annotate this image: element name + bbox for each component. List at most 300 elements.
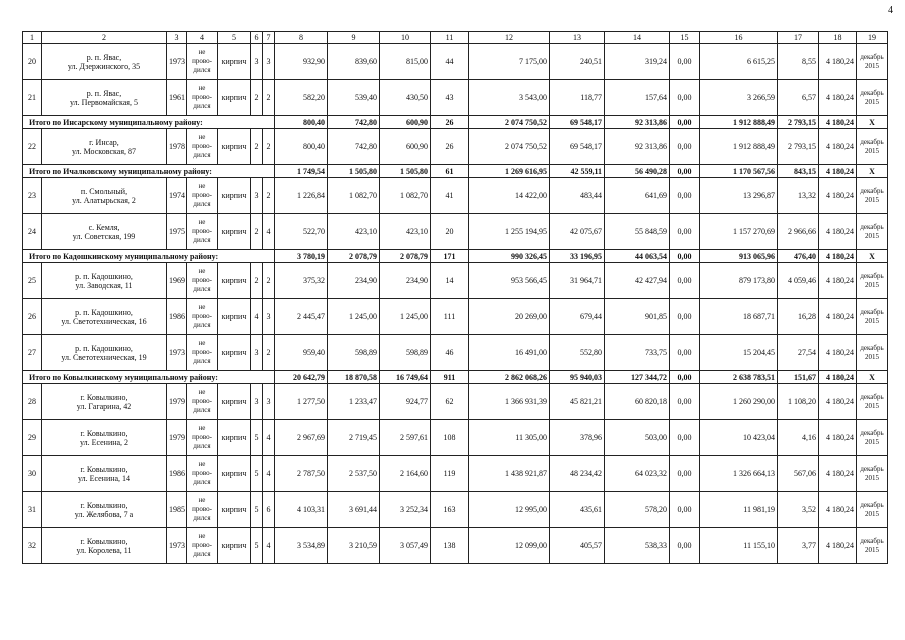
data-cell: 15 204,45	[700, 335, 778, 371]
data-cell: 4,16	[778, 420, 819, 456]
data-cell: 2 537,50	[328, 456, 380, 492]
data-cell: 4 180,24	[819, 420, 857, 456]
data-cell: 2	[251, 214, 263, 250]
total-cell: 171	[431, 250, 469, 263]
page-number: 4	[888, 5, 893, 16]
data-cell: 26	[23, 299, 42, 335]
data-cell: 1975	[167, 214, 187, 250]
data-cell: 0,00	[670, 492, 700, 528]
data-cell: 600,90	[380, 129, 431, 165]
data-cell: 4	[263, 420, 275, 456]
data-cell: 12 099,00	[469, 528, 550, 564]
column-number-cell: 4	[187, 32, 218, 44]
data-cell: 1961	[167, 80, 187, 116]
column-number-cell: 6	[251, 32, 263, 44]
data-cell: 111	[431, 299, 469, 335]
total-cell: 0,00	[670, 165, 700, 178]
data-cell: 13,32	[778, 178, 819, 214]
data-cell: 4 180,24	[819, 456, 857, 492]
data-cell: 3	[251, 178, 263, 214]
district-total-label: Итого по Кадошкинскому муниципальному району:	[23, 250, 275, 263]
data-cell: 2	[263, 178, 275, 214]
data-cell: 16,28	[778, 299, 819, 335]
data-cell: 2	[263, 335, 275, 371]
address-cell: р. п. Явас, ул. Первомайская, 5	[42, 80, 167, 116]
total-cell: Х	[857, 116, 888, 129]
data-cell: не прово-дился	[187, 299, 218, 335]
data-cell: 1 260 290,00	[700, 384, 778, 420]
data-cell: 2 074 750,52	[469, 129, 550, 165]
data-cell: 6,57	[778, 80, 819, 116]
data-cell: декабрь 2015	[857, 178, 888, 214]
data-cell: 0,00	[670, 420, 700, 456]
column-number-cell: 5	[218, 32, 251, 44]
total-cell: 4 180,24	[819, 371, 857, 384]
total-cell: 1 170 567,56	[700, 165, 778, 178]
data-cell: 16 491,00	[469, 335, 550, 371]
data-cell: декабрь 2015	[857, 384, 888, 420]
data-cell: 41	[431, 178, 469, 214]
data-cell: 0,00	[670, 335, 700, 371]
total-cell: 69 548,17	[550, 116, 605, 129]
data-cell: 0,00	[670, 528, 700, 564]
data-cell: 2 719,45	[328, 420, 380, 456]
data-cell: 234,90	[328, 263, 380, 299]
column-number-cell: 17	[778, 32, 819, 44]
data-cell: 45 821,21	[550, 384, 605, 420]
data-cell: 2	[263, 263, 275, 299]
data-cell: 163	[431, 492, 469, 528]
data-cell: 598,89	[380, 335, 431, 371]
total-cell: Х	[857, 250, 888, 263]
table-row	[23, 129, 888, 165]
total-cell: 1 749,54	[275, 165, 328, 178]
column-number-cell: 9	[328, 32, 380, 44]
total-cell: 742,80	[328, 116, 380, 129]
data-cell: 55 848,59	[605, 214, 670, 250]
data-cell: 1986	[167, 299, 187, 335]
data-cell: 2	[251, 80, 263, 116]
data-cell: 8,55	[778, 44, 819, 80]
column-number-cell: 10	[380, 32, 431, 44]
data-cell: не прово-дился	[187, 129, 218, 165]
data-cell: 0,00	[670, 456, 700, 492]
data-cell: 4 103,31	[275, 492, 328, 528]
total-cell: 911	[431, 371, 469, 384]
data-cell: 4 180,24	[819, 384, 857, 420]
district-total-row	[23, 250, 888, 263]
total-cell: 2 638 783,51	[700, 371, 778, 384]
data-cell: не прово-дился	[187, 178, 218, 214]
data-cell: кирпич	[218, 335, 251, 371]
data-cell: не прово-дился	[187, 263, 218, 299]
data-cell: декабрь 2015	[857, 44, 888, 80]
total-cell: 61	[431, 165, 469, 178]
data-cell: 2	[251, 263, 263, 299]
address-cell: г. Ковылкино, ул. Королева, 11	[42, 528, 167, 564]
data-cell: 4 180,24	[819, 335, 857, 371]
data-cell: 2 787,50	[275, 456, 328, 492]
data-cell: кирпич	[218, 299, 251, 335]
data-cell: 3 057,49	[380, 528, 431, 564]
address-cell: г. Инсар, ул. Московская, 87	[42, 129, 167, 165]
data-cell: 1 157 270,69	[700, 214, 778, 250]
data-cell: 4 180,24	[819, 129, 857, 165]
table-row	[23, 214, 888, 250]
district-total-row	[23, 165, 888, 178]
table-row	[23, 456, 888, 492]
data-cell: 92 313,86	[605, 129, 670, 165]
data-cell: 953 566,45	[469, 263, 550, 299]
data-cell: 3 543,00	[469, 80, 550, 116]
data-cell: 4 180,24	[819, 492, 857, 528]
total-cell: 44 063,54	[605, 250, 670, 263]
column-number-cell: 14	[605, 32, 670, 44]
column-number-cell: 13	[550, 32, 605, 44]
total-cell: 26	[431, 116, 469, 129]
table-row	[23, 528, 888, 564]
data-cell: 3	[263, 384, 275, 420]
total-cell: 4 180,24	[819, 116, 857, 129]
data-cell: кирпич	[218, 456, 251, 492]
data-cell: 1 255 194,95	[469, 214, 550, 250]
data-cell: кирпич	[218, 528, 251, 564]
data-cell: декабрь 2015	[857, 80, 888, 116]
data-cell: 10 423,04	[700, 420, 778, 456]
data-cell: 24	[23, 214, 42, 250]
data-cell: 0,00	[670, 44, 700, 80]
data-cell: 2 597,61	[380, 420, 431, 456]
data-cell: 1 245,00	[380, 299, 431, 335]
total-cell: 2 078,79	[328, 250, 380, 263]
data-cell: 118,77	[550, 80, 605, 116]
data-cell: 27	[23, 335, 42, 371]
data-cell: 44	[431, 44, 469, 80]
total-cell: Х	[857, 165, 888, 178]
data-cell: кирпич	[218, 129, 251, 165]
total-cell: 56 490,28	[605, 165, 670, 178]
total-cell: 0,00	[670, 116, 700, 129]
data-cell: 11 981,19	[700, 492, 778, 528]
data-cell: 4 180,24	[819, 80, 857, 116]
data-cell: 800,40	[275, 129, 328, 165]
total-cell: 1 269 616,95	[469, 165, 550, 178]
total-cell: 913 065,96	[700, 250, 778, 263]
data-cell: 7 175,00	[469, 44, 550, 80]
data-cell: 14 422,00	[469, 178, 550, 214]
data-cell: 2	[251, 129, 263, 165]
data-cell: не прово-дился	[187, 492, 218, 528]
data-cell: декабрь 2015	[857, 528, 888, 564]
district-total-label: Итого по Ичалковскому муниципальному району:	[23, 165, 275, 178]
district-total-row	[23, 116, 888, 129]
address-cell: г. Ковылкино, ул. Есенина, 2	[42, 420, 167, 456]
total-cell: 2 793,15	[778, 116, 819, 129]
data-cell: 483,44	[550, 178, 605, 214]
data-cell: 11 305,00	[469, 420, 550, 456]
data-cell: 598,89	[328, 335, 380, 371]
data-cell: 138	[431, 528, 469, 564]
data-cell: 815,00	[380, 44, 431, 80]
data-cell: 11 155,10	[700, 528, 778, 564]
data-cell: декабрь 2015	[857, 492, 888, 528]
data-cell: не прово-дился	[187, 420, 218, 456]
data-cell: 4 180,24	[819, 44, 857, 80]
total-cell: 2 074 750,52	[469, 116, 550, 129]
data-cell: 3,77	[778, 528, 819, 564]
data-cell: 46	[431, 335, 469, 371]
data-cell: 5	[251, 492, 263, 528]
data-cell: 2 793,15	[778, 129, 819, 165]
total-cell: 843,15	[778, 165, 819, 178]
total-cell: 92 313,86	[605, 116, 670, 129]
data-cell: 1 245,00	[328, 299, 380, 335]
column-number-cell: 16	[700, 32, 778, 44]
column-number-cell: 8	[275, 32, 328, 44]
data-cell: 522,70	[275, 214, 328, 250]
data-cell: 32	[23, 528, 42, 564]
data-cell: 839,60	[328, 44, 380, 80]
total-cell: 20 642,79	[275, 371, 328, 384]
data-cell: 0,00	[670, 384, 700, 420]
table-row	[23, 80, 888, 116]
data-cell: 901,85	[605, 299, 670, 335]
data-cell: 1974	[167, 178, 187, 214]
data-cell: 1 233,47	[328, 384, 380, 420]
data-cell: 0,00	[670, 263, 700, 299]
data-cell: 4	[263, 456, 275, 492]
total-cell: 476,40	[778, 250, 819, 263]
data-cell: 423,10	[328, 214, 380, 250]
data-cell: 64 023,32	[605, 456, 670, 492]
district-total-label: Итого по Ковылкинскому муниципальному району:	[23, 371, 275, 384]
data-cell: 157,64	[605, 80, 670, 116]
data-cell: 582,20	[275, 80, 328, 116]
address-cell: г. Ковылкино, ул. Есенина, 14	[42, 456, 167, 492]
data-cell: 1 082,70	[380, 178, 431, 214]
column-number-cell: 15	[670, 32, 700, 44]
total-cell: 127 344,72	[605, 371, 670, 384]
data-cell: 42 075,67	[550, 214, 605, 250]
data-cell: 1 226,84	[275, 178, 328, 214]
data-cell: декабрь 2015	[857, 335, 888, 371]
data-cell: 375,32	[275, 263, 328, 299]
data-cell: 924,77	[380, 384, 431, 420]
table-body	[23, 32, 888, 564]
total-cell: 151,67	[778, 371, 819, 384]
data-cell: кирпич	[218, 384, 251, 420]
data-cell: 3 252,34	[380, 492, 431, 528]
data-cell: 1979	[167, 420, 187, 456]
table-row	[23, 263, 888, 299]
address-cell: р. п. Кадошкино, ул. Светотехническая, 16	[42, 299, 167, 335]
data-cell: 1 438 921,87	[469, 456, 550, 492]
address-cell: п. Смольный, ул. Алатырьская, 2	[42, 178, 167, 214]
data-cell: 4 180,24	[819, 299, 857, 335]
data-cell: не прово-дился	[187, 44, 218, 80]
data-cell: 879 173,80	[700, 263, 778, 299]
address-cell: с. Кемля, ул. Советская, 199	[42, 214, 167, 250]
data-cell: 30	[23, 456, 42, 492]
total-cell: 33 196,95	[550, 250, 605, 263]
data-cell: 1 912 888,49	[700, 129, 778, 165]
column-number-cell: 7	[263, 32, 275, 44]
total-cell: 4 180,24	[819, 250, 857, 263]
data-cell: 4 180,24	[819, 528, 857, 564]
table-row	[23, 384, 888, 420]
data-cell: 18 687,71	[700, 299, 778, 335]
column-number-cell: 3	[167, 32, 187, 44]
data-cell: 3	[251, 44, 263, 80]
data-cell: 3	[251, 384, 263, 420]
data-cell: 27,54	[778, 335, 819, 371]
address-cell: р. п. Кадошкино, ул. Светотехническая, 19	[42, 335, 167, 371]
data-cell: 43	[431, 80, 469, 116]
total-cell: 16 749,64	[380, 371, 431, 384]
data-cell: 3 210,59	[328, 528, 380, 564]
data-cell: 42 427,94	[605, 263, 670, 299]
total-cell: 1 912 888,49	[700, 116, 778, 129]
table-row	[23, 44, 888, 80]
data-cell: 538,33	[605, 528, 670, 564]
data-cell: 405,57	[550, 528, 605, 564]
data-cell: 932,90	[275, 44, 328, 80]
data-cell: 20 269,00	[469, 299, 550, 335]
data-cell: 0,00	[670, 214, 700, 250]
data-cell: кирпич	[218, 214, 251, 250]
data-cell: 23	[23, 178, 42, 214]
data-cell: кирпич	[218, 44, 251, 80]
data-cell: 108	[431, 420, 469, 456]
data-cell: 578,20	[605, 492, 670, 528]
table-row	[23, 299, 888, 335]
data-cell: 12 995,00	[469, 492, 550, 528]
address-cell: г. Ковылкино, ул. Гагарина, 42	[42, 384, 167, 420]
total-cell: Х	[857, 371, 888, 384]
data-cell: 319,24	[605, 44, 670, 80]
data-cell: 3	[263, 44, 275, 80]
table-row	[23, 335, 888, 371]
data-cell: 5	[251, 420, 263, 456]
total-cell: 600,90	[380, 116, 431, 129]
table-row	[23, 178, 888, 214]
data-cell: 26	[431, 129, 469, 165]
data-cell: 1969	[167, 263, 187, 299]
data-cell: 5	[251, 456, 263, 492]
data-cell: не прово-дился	[187, 456, 218, 492]
data-cell: 4 180,24	[819, 178, 857, 214]
data-cell: 1985	[167, 492, 187, 528]
column-number-cell: 12	[469, 32, 550, 44]
column-number-row	[23, 32, 888, 44]
data-cell: 3,52	[778, 492, 819, 528]
data-cell: 2 966,66	[778, 214, 819, 250]
data-cell: декабрь 2015	[857, 214, 888, 250]
data-cell: 4 180,24	[819, 214, 857, 250]
data-cell: 13 296,87	[700, 178, 778, 214]
data-cell: 1 366 931,39	[469, 384, 550, 420]
data-cell: не прово-дился	[187, 384, 218, 420]
data-cell: 959,40	[275, 335, 328, 371]
district-total-row	[23, 371, 888, 384]
address-cell: р. п. Кадошкино, ул. Заводская, 11	[42, 263, 167, 299]
data-cell: декабрь 2015	[857, 456, 888, 492]
data-cell: 31 964,71	[550, 263, 605, 299]
column-number-cell: 11	[431, 32, 469, 44]
column-number-cell: 2	[42, 32, 167, 44]
data-cell: кирпич	[218, 420, 251, 456]
housing-register-table	[22, 31, 888, 564]
data-cell: 234,90	[380, 263, 431, 299]
data-cell: 1973	[167, 528, 187, 564]
total-cell: 3 780,19	[275, 250, 328, 263]
data-cell: 742,80	[328, 129, 380, 165]
data-cell: 6 615,25	[700, 44, 778, 80]
data-cell: 1 277,50	[275, 384, 328, 420]
data-cell: 29	[23, 420, 42, 456]
data-cell: декабрь 2015	[857, 263, 888, 299]
data-cell: 641,69	[605, 178, 670, 214]
data-cell: 4	[263, 528, 275, 564]
data-cell: 435,61	[550, 492, 605, 528]
total-cell: 800,40	[275, 116, 328, 129]
data-cell: 1 082,70	[328, 178, 380, 214]
data-cell: 552,80	[550, 335, 605, 371]
data-cell: 21	[23, 80, 42, 116]
data-cell: кирпич	[218, 492, 251, 528]
data-cell: 1 108,20	[778, 384, 819, 420]
data-cell: 25	[23, 263, 42, 299]
data-cell: не прово-дился	[187, 80, 218, 116]
district-total-label: Итого по Инсарскому муниципальному району:	[23, 116, 275, 129]
data-cell: 69 548,17	[550, 129, 605, 165]
data-cell: 430,50	[380, 80, 431, 116]
data-cell: не прово-дился	[187, 528, 218, 564]
data-cell: 539,40	[328, 80, 380, 116]
data-cell: 4	[251, 299, 263, 335]
data-cell: 2 164,60	[380, 456, 431, 492]
data-cell: кирпич	[218, 178, 251, 214]
data-cell: 2 445,47	[275, 299, 328, 335]
total-cell: 2 862 068,26	[469, 371, 550, 384]
data-cell: 0,00	[670, 80, 700, 116]
data-cell: 1979	[167, 384, 187, 420]
data-cell: 0,00	[670, 178, 700, 214]
data-cell: 119	[431, 456, 469, 492]
data-cell: 20	[431, 214, 469, 250]
data-cell: 1978	[167, 129, 187, 165]
data-cell: декабрь 2015	[857, 420, 888, 456]
data-cell: 2	[263, 129, 275, 165]
total-cell: 0,00	[670, 371, 700, 384]
total-cell: 95 940,03	[550, 371, 605, 384]
data-cell: 4 059,46	[778, 263, 819, 299]
data-cell: 48 234,42	[550, 456, 605, 492]
data-cell: декабрь 2015	[857, 299, 888, 335]
total-cell: 18 870,58	[328, 371, 380, 384]
data-cell: не прово-дился	[187, 335, 218, 371]
data-cell: 62	[431, 384, 469, 420]
data-cell: 1973	[167, 44, 187, 80]
address-cell: р. п. Явас, ул. Дзержинского, 35	[42, 44, 167, 80]
total-cell: 42 559,11	[550, 165, 605, 178]
data-cell: 3 266,59	[700, 80, 778, 116]
data-cell: 14	[431, 263, 469, 299]
data-cell: 3 534,89	[275, 528, 328, 564]
data-cell: 5	[251, 528, 263, 564]
total-cell: 1 505,80	[328, 165, 380, 178]
data-cell: 60 820,18	[605, 384, 670, 420]
